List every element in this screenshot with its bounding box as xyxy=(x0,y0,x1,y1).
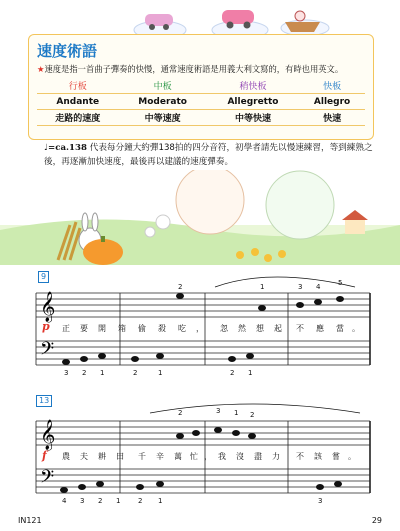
tempo-mark: ♩=ca.138 xyxy=(44,143,87,153)
fingering: 2 xyxy=(178,283,183,291)
lyric-syllable: 起 xyxy=(274,324,282,333)
lyric-syllable: 夫 xyxy=(80,452,88,461)
lyric-syllable: 然 xyxy=(238,324,246,333)
bass-clef-icon: 𝄢 xyxy=(40,339,55,364)
lyric-syllable: 正 xyxy=(62,324,70,333)
fingering: 4 xyxy=(316,283,321,291)
dynamic-marking: f xyxy=(42,449,47,462)
tempo-table xyxy=(37,78,365,126)
fingering: 1 xyxy=(100,369,105,377)
lyric-syllable: 農 xyxy=(62,452,70,461)
table-cell: 中等速度 xyxy=(119,110,207,126)
fingering: 1 xyxy=(248,369,253,377)
table-cell: Allegretto xyxy=(207,94,299,110)
tempo-terms-card xyxy=(28,34,374,140)
lyric-syllable: 偷 xyxy=(138,324,146,333)
lyric-syllable: 沒 xyxy=(236,452,244,461)
slur-icon xyxy=(215,277,355,287)
bass-clef-icon: 𝄢 xyxy=(40,467,55,492)
measure-number: 13 xyxy=(36,395,52,407)
music-system-1 xyxy=(0,265,400,385)
fingering: 2 xyxy=(133,369,138,377)
card-description: ★速度是指一首曲子彈奏的快慢，通常速度術語是用義大利文寫的，有時也用英文。 xyxy=(37,64,344,74)
book-code: IN121 xyxy=(18,516,42,525)
lyric-syllable: ， xyxy=(196,324,204,333)
table-row xyxy=(37,78,365,94)
lyric-syllable: 該 xyxy=(314,452,322,461)
dynamic-marking: p xyxy=(42,320,50,333)
lyric-syllable: 千 xyxy=(138,452,146,461)
lyric-syllable: ， xyxy=(204,452,212,461)
lyric-syllable: 力 xyxy=(272,452,280,461)
fingering: 2 xyxy=(178,409,183,417)
house-icon xyxy=(342,210,368,234)
fingering: 2 xyxy=(98,497,103,505)
table-cell: 走路的速度 xyxy=(37,110,119,126)
lyric-syllable: 應 xyxy=(316,324,324,333)
table-cell: Allegro xyxy=(299,94,365,110)
lyric-syllable: 忽 xyxy=(220,324,228,333)
table-cell: 快板 xyxy=(299,78,365,94)
fingering: 3 xyxy=(216,407,221,415)
table-row xyxy=(37,110,365,126)
lyric-syllable: 箱 xyxy=(118,324,126,333)
fingering: 1 xyxy=(158,497,163,505)
fingering: 1 xyxy=(158,369,163,377)
grand-staff xyxy=(0,393,400,513)
fingering: 1 xyxy=(234,409,239,417)
lyric-syllable: 嘗 xyxy=(332,452,340,461)
lyric-syllable: 吃 xyxy=(178,324,186,333)
lyric-syllable: 不 xyxy=(296,452,304,461)
table-cell: 中板 xyxy=(119,78,207,94)
fingering: 3 xyxy=(64,369,69,377)
fingering: 3 xyxy=(298,283,303,291)
lyric-syllable: 。 xyxy=(348,452,356,461)
table-cell: 行板 xyxy=(37,78,119,94)
lyric-syllable: 忙 xyxy=(190,452,198,461)
lyric-syllable: 要 xyxy=(80,324,88,333)
lyric-syllable: 耕 xyxy=(98,452,106,461)
treble-clef-icon: 𝄞 xyxy=(40,292,56,322)
lyric-syllable: 不 xyxy=(296,324,304,333)
lyric-syllable: 我 xyxy=(218,452,226,461)
star-icon: ★ xyxy=(37,64,45,74)
table-cell: Moderato xyxy=(119,94,207,110)
fingering: 1 xyxy=(260,283,265,291)
lyric-syllable: 。 xyxy=(352,324,360,333)
table-row xyxy=(37,94,365,110)
tempo-explanation: ♩=ca.138 代表每分鐘大約彈138拍的四分音符，初學者請先以慢速練習，等到練熟之後，再逐漸加快速度，最後再以建議的速度彈奏。 xyxy=(44,143,373,167)
fingering: 3 xyxy=(318,497,323,505)
lyric-syllable: 當 xyxy=(336,324,344,333)
fingering: 1 xyxy=(116,497,121,505)
fingering: 2 xyxy=(138,497,143,505)
fingering: 4 xyxy=(62,497,67,505)
lyric-syllable: 辛 xyxy=(156,452,164,461)
music-system-2 xyxy=(0,393,400,513)
fingering: 2 xyxy=(250,411,255,419)
page-number: 29 xyxy=(371,516,382,525)
table-cell: 快速 xyxy=(299,110,365,126)
table-cell: 稍快板 xyxy=(207,78,299,94)
lyric-syllable: 田 xyxy=(116,452,124,461)
card-title: 速度術語 xyxy=(37,42,98,60)
fingering: 2 xyxy=(230,369,235,377)
treble-clef-icon: 𝄞 xyxy=(40,420,56,450)
illustration-scene xyxy=(0,170,400,265)
lyric-syllable: 開 xyxy=(98,324,106,333)
lyric-syllable: 殺 xyxy=(158,324,166,333)
lyric-syllable: 想 xyxy=(256,324,264,333)
lyric-syllable: 盡 xyxy=(254,452,262,461)
fingering: 2 xyxy=(82,369,87,377)
lyric-syllable: 萬 xyxy=(174,452,182,461)
fingering: 3 xyxy=(80,497,85,505)
measure-number: 9 xyxy=(38,271,49,283)
table-cell: 中等快速 xyxy=(207,110,299,126)
fingering: 5 xyxy=(338,279,343,287)
table-cell: Andante xyxy=(37,94,119,110)
